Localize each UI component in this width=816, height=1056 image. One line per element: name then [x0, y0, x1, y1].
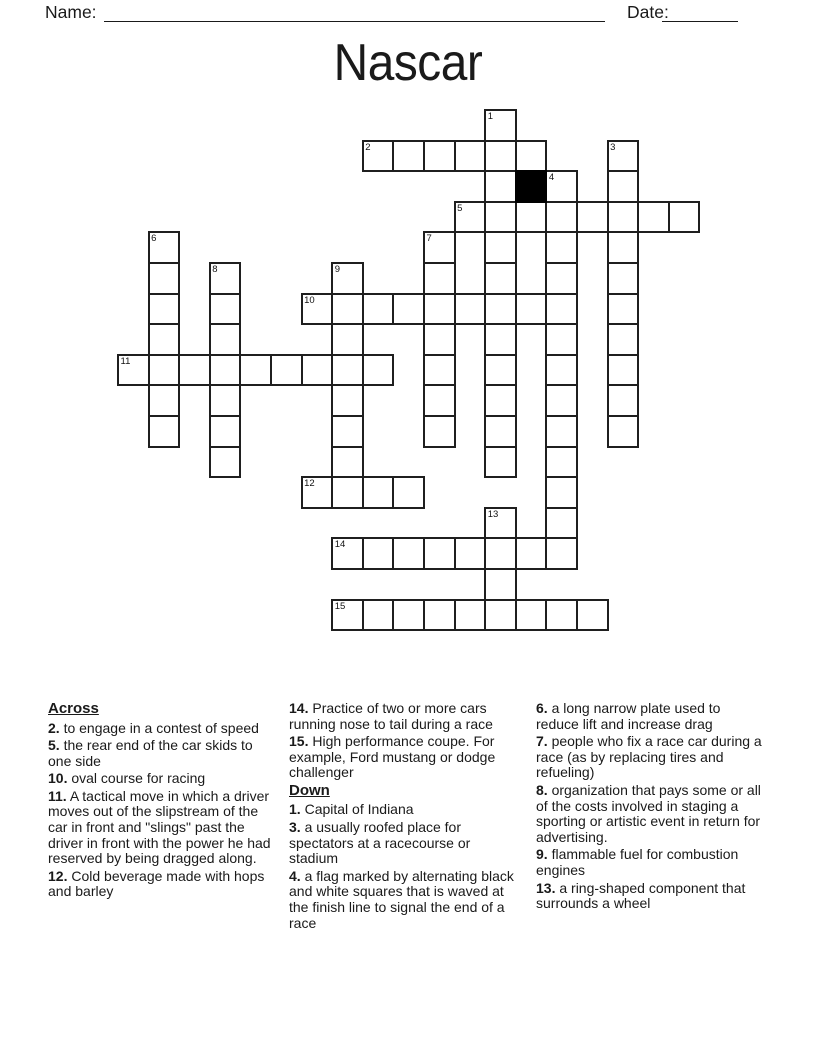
grid-cell[interactable] — [332, 324, 363, 355]
grid-cell[interactable] — [455, 538, 486, 569]
grid-cell[interactable] — [485, 324, 516, 355]
grid-cell[interactable] — [363, 477, 394, 508]
grid-cell[interactable] — [546, 355, 577, 386]
grid-cell[interactable] — [302, 294, 333, 325]
clue-item-6 — [536, 701, 767, 732]
puzzle-title: Nascar — [333, 34, 483, 92]
grid-cell[interactable] — [485, 508, 516, 539]
clue-text: a flag marked by alternating black and white squares that is waved at the finish line to signal the end of a race — [289, 867, 514, 931]
grid-cell[interactable] — [546, 385, 577, 416]
cell-number-6: 6 — [151, 233, 157, 245]
grid-cell[interactable] — [546, 447, 577, 478]
grid-cell[interactable] — [149, 324, 180, 355]
grid-cell[interactable] — [271, 355, 302, 386]
grid-cell[interactable] — [608, 324, 639, 355]
cell-number-5: 5 — [457, 202, 463, 214]
grid-cell[interactable] — [546, 416, 577, 447]
grid-cell[interactable] — [608, 171, 639, 202]
grid-cell[interactable] — [363, 538, 394, 569]
date-input-line[interactable] — [662, 3, 738, 22]
clue-number-label: 9. — [536, 846, 548, 863]
clue-item-4 — [289, 869, 520, 931]
grid-cell[interactable] — [118, 355, 149, 386]
grid-cell[interactable] — [393, 294, 424, 325]
grid-cell[interactable] — [210, 294, 241, 325]
grid-cell[interactable] — [546, 477, 577, 508]
grid-cell[interactable] — [455, 294, 486, 325]
grid-cell[interactable] — [424, 538, 455, 569]
grid-cell[interactable] — [669, 202, 700, 233]
grid-cell[interactable] — [546, 171, 577, 202]
grid-cell[interactable] — [516, 538, 547, 569]
grid-cell[interactable] — [608, 202, 639, 233]
clue-item-12 — [48, 869, 276, 900]
grid-cell[interactable] — [485, 141, 516, 172]
clue-number-label: 12. — [48, 867, 68, 884]
grid-cell[interactable] — [332, 355, 363, 386]
grid-cell[interactable] — [485, 110, 516, 141]
grid-cell[interactable] — [455, 141, 486, 172]
date-label: Date: — [627, 2, 669, 22]
grid-cell[interactable] — [149, 385, 180, 416]
grid-cell[interactable] — [516, 141, 547, 172]
clues-column-3 — [536, 701, 767, 914]
grid-cell[interactable] — [210, 447, 241, 478]
grid-cell[interactable] — [485, 447, 516, 478]
clue-item-8 — [536, 783, 767, 845]
clue-item-14 — [289, 701, 520, 732]
grid-cell[interactable] — [363, 600, 394, 631]
clue-item-5 — [48, 738, 276, 769]
grid-cell[interactable] — [149, 232, 180, 263]
clue-item-11 — [48, 789, 276, 867]
clue-text: the rear end of the car skids to one side — [48, 737, 253, 769]
grid-cell[interactable] — [424, 263, 455, 294]
clue-number-label: 10. — [48, 770, 68, 787]
grid-cell[interactable] — [485, 416, 516, 447]
grid-cell[interactable] — [332, 600, 363, 631]
grid-cell[interactable] — [149, 294, 180, 325]
grid-cell[interactable] — [577, 202, 608, 233]
clue-number-label: 4. — [289, 867, 301, 884]
grid-cell[interactable] — [332, 538, 363, 569]
grid-cell[interactable] — [608, 232, 639, 263]
grid-cell[interactable] — [516, 294, 547, 325]
grid-cell[interactable] — [210, 355, 241, 386]
grid-cell[interactable] — [485, 385, 516, 416]
grid-cell[interactable] — [424, 141, 455, 172]
grid-cell[interactable] — [332, 385, 363, 416]
grid-cell[interactable] — [546, 202, 577, 233]
grid-cell[interactable] — [424, 232, 455, 263]
grid-cell[interactable] — [485, 538, 516, 569]
clue-text: to engage in a contest of speed — [59, 719, 259, 736]
grid-cell[interactable] — [363, 355, 394, 386]
clue-text: a long narrow plate used to reduce lift and increase drag — [536, 700, 721, 732]
grid-cell[interactable] — [332, 263, 363, 294]
clue-text: a usually roofed place for spectators at a racecourse or stadium — [289, 819, 471, 867]
clue-number-label: 6. — [536, 700, 548, 716]
clue-item-10 — [48, 771, 276, 787]
grid-cell[interactable] — [485, 202, 516, 233]
grid-cell[interactable] — [608, 263, 639, 294]
grid-cell[interactable] — [485, 355, 516, 386]
clue-number-label: 14. — [289, 700, 309, 716]
clues-column-1 — [48, 701, 276, 902]
grid-cell[interactable] — [424, 385, 455, 416]
clue-text: A tactical move in which a driver moves out of the slipstream of the car in front and "slings" past the driver in front with the power he had reserved by being dragged along. — [48, 787, 271, 867]
cell-number-11: 11 — [120, 355, 131, 367]
grid-cell[interactable] — [332, 294, 363, 325]
grid-cell[interactable] — [516, 600, 547, 631]
grid-cell[interactable] — [424, 600, 455, 631]
grid-cell[interactable] — [302, 477, 333, 508]
grid-cell[interactable] — [393, 538, 424, 569]
grid-cell[interactable] — [424, 294, 455, 325]
clues-column-2 — [289, 701, 520, 933]
grid-cell[interactable] — [485, 569, 516, 600]
across-heading: Across — [48, 700, 99, 717]
grid-cell[interactable] — [546, 538, 577, 569]
grid-cell[interactable] — [485, 263, 516, 294]
clue-item-15 — [289, 734, 520, 781]
down-heading: Down — [289, 781, 330, 799]
grid-cell[interactable] — [546, 508, 577, 539]
grid-cell[interactable] — [393, 600, 424, 631]
clue-item-7 — [536, 734, 767, 781]
grid-cell[interactable] — [424, 324, 455, 355]
grid-cell[interactable] — [516, 202, 547, 233]
grid-cell[interactable] — [210, 416, 241, 447]
grid-cell[interactable] — [210, 324, 241, 355]
clue-number-label: 2. — [48, 719, 60, 736]
clue-item-2 — [48, 721, 276, 737]
grid-cell[interactable] — [424, 416, 455, 447]
clue-number-label: 1. — [289, 801, 301, 818]
cell-number-14: 14 — [334, 539, 346, 551]
clue-text: Cold beverage made with hops and barley — [48, 867, 265, 900]
grid-cell[interactable] — [608, 294, 639, 325]
grid-cell[interactable] — [149, 416, 180, 447]
grid-cell[interactable] — [546, 294, 577, 325]
cell-number-13: 13 — [487, 508, 499, 520]
clue-number-label: 15. — [289, 733, 309, 750]
grid-cell[interactable] — [393, 477, 424, 508]
grid-cell[interactable] — [638, 202, 669, 233]
grid-cell[interactable] — [332, 447, 363, 478]
grid-cell[interactable] — [302, 355, 333, 386]
grid-cell[interactable] — [455, 202, 486, 233]
clue-item-3 — [289, 820, 520, 867]
clue-number-label: 5. — [48, 737, 60, 754]
cell-number-12: 12 — [304, 478, 315, 490]
cell-number-4: 4 — [548, 172, 555, 184]
grid-cell[interactable] — [485, 600, 516, 631]
clue-number-label: 11. — [48, 787, 67, 804]
grid-cell[interactable] — [546, 263, 577, 294]
clue-text: a ring-shaped component that surrounds a wheel — [536, 879, 746, 912]
clue-text: Capital of Indiana — [300, 801, 414, 818]
grid-cell[interactable] — [485, 171, 516, 202]
grid-cell[interactable] — [179, 355, 210, 386]
grid-cell[interactable] — [149, 263, 180, 294]
name-label: Name: — [45, 2, 97, 22]
clue-number-label: 8. — [536, 781, 548, 798]
grid-cell[interactable] — [608, 416, 639, 447]
grid-cell[interactable] — [424, 355, 455, 386]
grid-cell[interactable] — [393, 141, 424, 172]
clue-text: flammable fuel for combustion engines — [536, 846, 739, 878]
grid-cell[interactable] — [608, 385, 639, 416]
cell-number-10: 10 — [304, 294, 315, 306]
clue-text: organization that pays some or all of the costs involved in staging a sporting or artistic event in return for advertising. — [536, 781, 761, 845]
grid-cell[interactable] — [363, 294, 394, 325]
clue-text: High performance coupe. For example, Ford mustang or dodge challenger — [289, 733, 496, 781]
grid-cell[interactable] — [485, 294, 516, 325]
clue-item-13 — [536, 881, 767, 912]
grid-cell[interactable] — [210, 263, 241, 294]
grid-cell[interactable] — [149, 355, 180, 386]
cell-number-8: 8 — [212, 264, 218, 275]
clue-text: oval course for racing — [67, 770, 206, 787]
name-input-line[interactable] — [104, 3, 605, 22]
grid-cell[interactable] — [485, 232, 516, 263]
grid-cell[interactable] — [363, 141, 394, 172]
crossword-grid — [118, 110, 699, 630]
grid-cell[interactable] — [577, 600, 608, 631]
clue-number-label: 13. — [536, 879, 556, 896]
cell-number-9: 9 — [334, 264, 340, 275]
cell-number-1: 1 — [487, 111, 493, 122]
clue-item-9 — [536, 847, 767, 878]
cell-number-3: 3 — [610, 141, 616, 153]
grid-cell[interactable] — [608, 355, 639, 386]
clue-number-label: 3. — [289, 819, 301, 836]
clue-item-1 — [289, 802, 520, 818]
grid-cell[interactable] — [455, 600, 486, 631]
clue-number-label: 7. — [536, 733, 548, 750]
grid-cell[interactable] — [332, 416, 363, 447]
grid-cell[interactable] — [546, 232, 577, 263]
cell-number-7: 7 — [426, 233, 432, 245]
cell-number-2: 2 — [365, 141, 371, 153]
clue-text: people who fix a race car during a race (as by replacing tires and refueling) — [536, 733, 762, 781]
grid-cell[interactable] — [608, 141, 639, 172]
grid-cell[interactable] — [332, 477, 363, 508]
grid-cell[interactable] — [210, 385, 241, 416]
grid-cell[interactable] — [546, 600, 577, 631]
black-cell — [515, 170, 548, 203]
cell-number-15: 15 — [334, 600, 346, 612]
grid-cell[interactable] — [240, 355, 271, 386]
clue-text: Practice of two or more cars running nose to tail during a race — [289, 700, 493, 732]
grid-cell[interactable] — [546, 324, 577, 355]
